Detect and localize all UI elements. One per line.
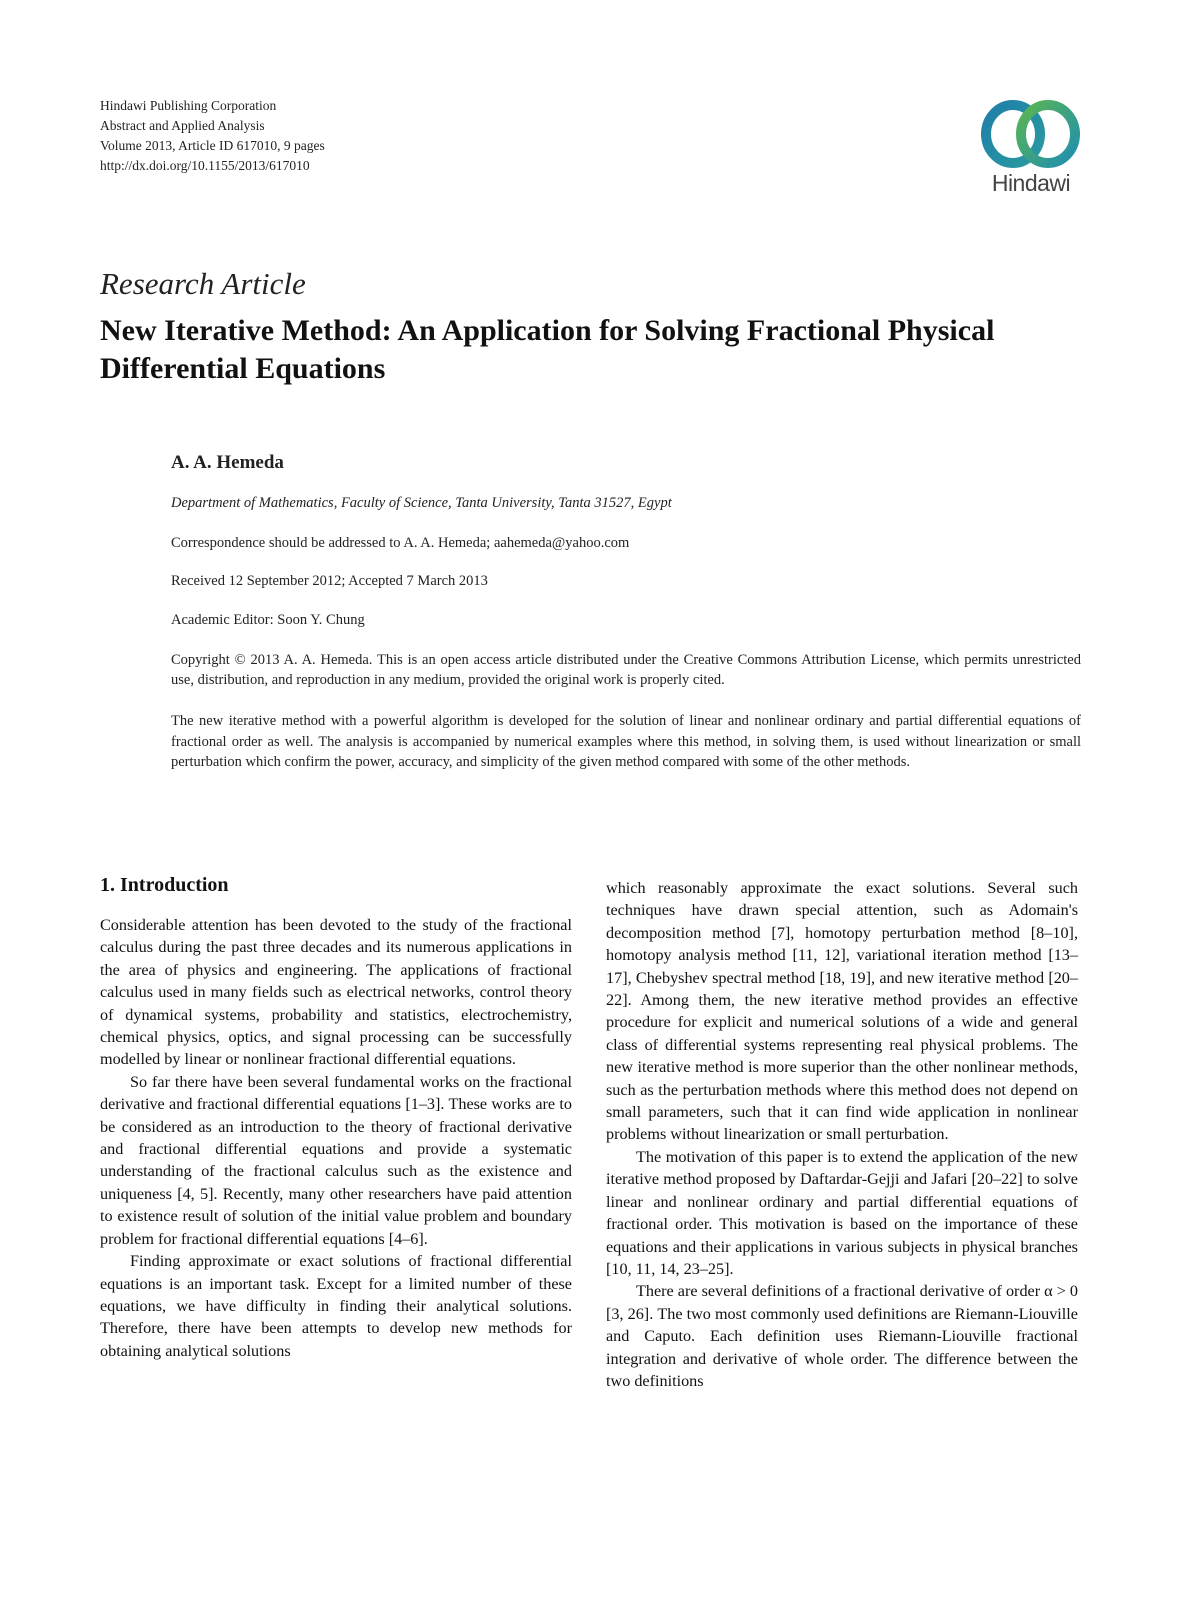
hindawi-rings-icon bbox=[975, 100, 1087, 172]
article-type: Research Article bbox=[100, 266, 306, 301]
left-column bbox=[100, 872, 572, 1362]
section-heading: 1. Introduction bbox=[100, 874, 229, 896]
paper-title: New Iterative Method: An Application for Solving Fractional Physical Differential Equations bbox=[100, 314, 995, 385]
affiliation: Department of Mathematics, Faculty of Science, Tanta University, Tanta 31527, Egypt bbox=[171, 495, 672, 511]
received-accepted-dates: Received 12 September 2012; Accepted 7 March 2013 bbox=[171, 573, 488, 589]
copyright-notice: Copyright © 2013 A. A. Hemeda. This is an open access article distributed under the Creative Commons Attribution License, which permits unrestricted use, distribution, and reproduction in any medium, provided the original work is properly cited. bbox=[171, 652, 1081, 688]
logo-wordmark: Hindawi bbox=[991, 170, 1071, 196]
body-paragraph: There are several definitions of a fractional derivative of order α > 0 [3, 26]. The two most commonly used definitions are Riemann-Liouville and Caputo. Each definition uses Riemann-Liouville fractional integration and derivative of whole order. The difference between the two definitions bbox=[606, 1282, 1078, 1390]
author-name: A. A. Hemeda bbox=[171, 452, 284, 473]
academic-editor: Academic Editor: Soon Y. Chung bbox=[171, 612, 365, 628]
body-paragraph: which reasonably approximate the exact solutions. Several such techniques have drawn special attention, such as Adomain's decomposition method [7], homotopy perturbation method [8–10], homotopy analysis method [11, 12], variational iteration method [13–17], Chebyshev spectral method [18, 19], and new iterative method [20–22]. Among them, the new iterative method provides an effective procedure for explicit and numerical solutions of a wide and general class of differential systems representing real physical problems. The new iterative method is more superior than the other nonlinear methods, such as the perturbation methods where this method does not depend on small parameters, such that it can find wide application in nonlinear problems without linearization or small perturbation. bbox=[606, 879, 1078, 1144]
body-paragraph: So far there have been several fundamental works on the fractional derivative and fractional differential equations [1–3]. These works are to be considered as an introduction to the theory of fractional derivative and fractional differential equations and provide a systematic understanding of the fractional calculus such as the existence and uniqueness [4, 5]. Recently, many other researchers have paid attention to existence result of solution of the initial value problem and boundary problem for fractional differential equations [4–6]. bbox=[100, 1072, 572, 1248]
journal-header bbox=[100, 96, 600, 176]
abstract: The new iterative method with a powerful algorithm is developed for the solution of linear and nonlinear ordinary and partial differential equations of fractional order as well. The analysis is accompanied by numerical examples where this method, in solving them, is used without linearization or small perturbation which confirm the power, accuracy, and simplicity of the given method compared with some of the other methods. bbox=[171, 713, 1081, 770]
body-paragraph: Finding approximate or exact solutions of fractional differential equations is an important task. Except for a limited number of these equations, we have difficulty in finding their analytical solutions. Therefore, there have been attempts to develop new methods for obtaining analytical solutions bbox=[100, 1252, 572, 1360]
doi-link[interactable]: http://dx.doi.org/10.1155/2013/617010 bbox=[100, 158, 310, 173]
journal-name: Abstract and Applied Analysis bbox=[100, 118, 265, 133]
correspondence: Correspondence should be addressed to A. A. Hemeda; aahemeda@yahoo.com bbox=[171, 535, 630, 551]
body-paragraph: The motivation of this paper is to extend the application of the new iterative method proposed by Daftardar-Gejji and Jafari [20–22] to solve linear and nonlinear ordinary and partial differential equations of fractional order. This motivation is based on the importance of these equations and their applications in various subjects in physical branches [10, 11, 14, 23–25]. bbox=[606, 1147, 1078, 1278]
hindawi-logo bbox=[975, 100, 1087, 200]
volume-info: Volume 2013, Article ID 617010, 9 pages bbox=[100, 138, 325, 153]
right-column bbox=[606, 877, 1078, 1392]
body-paragraph: Considerable attention has been devoted to the study of the fractional calculus during the past three decades and its numerous applications in the area of physics and engineering. The applications of fractional calculus used in many fields such as electrical networks, control theory of dynamical systems, probability and statistics, electrochemistry, chemical physics, optics, and signal processing can be successfully modelled by linear or nonlinear fractional differential equations. bbox=[100, 916, 572, 1069]
publisher-name: Hindawi Publishing Corporation bbox=[100, 98, 277, 113]
